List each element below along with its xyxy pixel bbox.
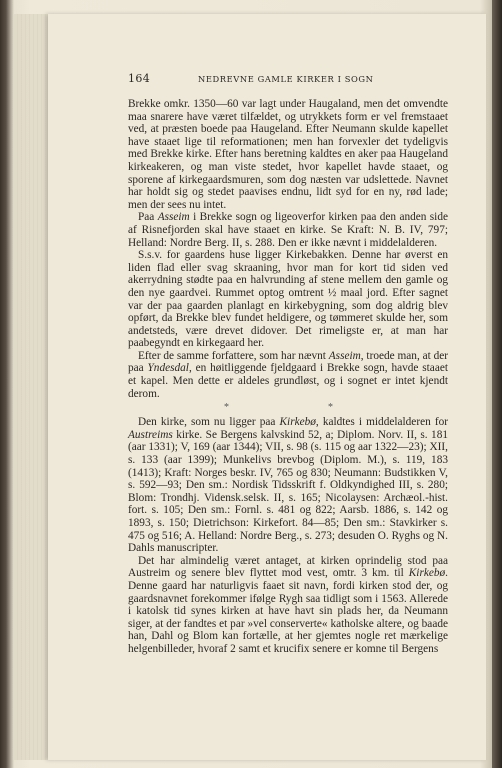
separator-star: * [328, 402, 333, 414]
separator-star: * [224, 402, 229, 414]
paragraph: Brekke omkr. 1350—60 var lagt under Haugaland, men det omvendte maa snarere have været tilfældet, og utrykkets form er vel fremstaaet ved, at præsten boede paa Haugeland. Efter Neumann skulde kapellet have staaet lige til reformationen; men han forvexler det tydeligvis med Brekke kirke. Efter hans beretning kaldtes en aker paa Haugeland kirkeakeren, og man viste stedet, hvor kapellet havde staaet, og sporene af kirkegaardsmuren, som dog næsten var udslettede. Navnet har holdt sig og stedet paavises endnu, lidt syd for en ny, rød lade; men der sees nu intet. [128, 98, 448, 211]
paragraph: S.s.v. for gaardens huse ligger Kirkebakken. Denne har øverst en liden flad eller svag skraaning, hvor man for kort tid siden ved akerrydning stødte paa en halvrunding af stene mellem den gamle og den nye gaardvei. Rummet optog omtrent ½ maal jord. Efter sagnet var der paa gaarden planlagt en kirkebygning, som dog aldrig blev opført, da Brekke blev fundet heldigere, og tømmeret skulde her, som andetsteds, være drevet didover. Det rimeligste er, at man har paabegyndt en kirkegaard her. [128, 249, 448, 350]
paragraph: Det har almindelig været antaget, at kirken oprindelig stod paa Austreim og senere blev flyttet mod vest, omtr. 3 km. til Kirkebø. Denne gaard har naturligvis faaet sit navn, fordi kirken stod der, og gaardsnavnet forekommer ifølge Rygh saa tidligt som i 1563. Allerede i katolsk tid synes kirken at have havt sin plads her, da Neumann siger, at der fandtes et par »vel conserverte« katholske altere, og baade han, Dahl og Blom kan fortælle, at her gjemtes nogle ret mærkelige helgenbilleder, hvoraf 2 samt et krucifix senere er komne til Bergens [128, 554, 448, 655]
paragraph: Den kirke, som nu ligger paa Kirkebø, kaldtes i middelalderen for Austreims kirke. Se Bergens kalvskind 52, a; Diplom. Norv. II, s. 181 (aar 1331); V, 169 (aar 1344); VII, s. 98 (s. 115 og aar 1322—23); XII, s. 133 (aar 1399); Munkelivs brevbog (Diplom. M.), s. 119, 183 (1413); Kraft: Norges beskr. IV, 765 og 830; Neumann: Budstikken V, s. 592—93; Den sm.: Nordisk Tidsskrift f. Oldkyndighed III, s. 280; Blom: Trondhj. Vidensk.selsk. II, s. 165; Nicolaysen: Archæol.-hist. fort. s. 105; Den sm.: Fornl. s. 481 og 822; Aarsb. 1886, s. 142 og 1893, s. 150; Dietrichson: Kirkefort. 84—85; Den sm.: Stavkirker s. 475 og 516; A. Helland: Nordre Berg., s. 273; desuden O. Ryghs og N. Dahls manuscripter. [128, 416, 448, 555]
running-title: NEDREVNE GAMLE KIRKER I SOGN [198, 74, 374, 84]
paragraph: Efter de samme forfattere, som har nævnt Asseim, troede man, at der paa Yndesdal, en høitliggende fjeldgaard i Brekke sogn, havde staaet et kapel. Men dette er aldeles grundløst, og i sognet er intet kjendt derom. [128, 349, 448, 400]
paragraph: Paa Asseim i Brekke sogn og ligeoverfor kirken paa den anden side af Risnefjorden skal have staaet en kirke. Se Kraft: N. B. IV, 797; Helland: Nordre Berg. II, s. 288. Den er ikke nævnt i middelalderen. [128, 211, 448, 249]
body-text [128, 98, 448, 656]
scan-edge [492, 0, 502, 768]
page-number: 164 [128, 72, 151, 85]
section-separator [128, 400, 448, 416]
